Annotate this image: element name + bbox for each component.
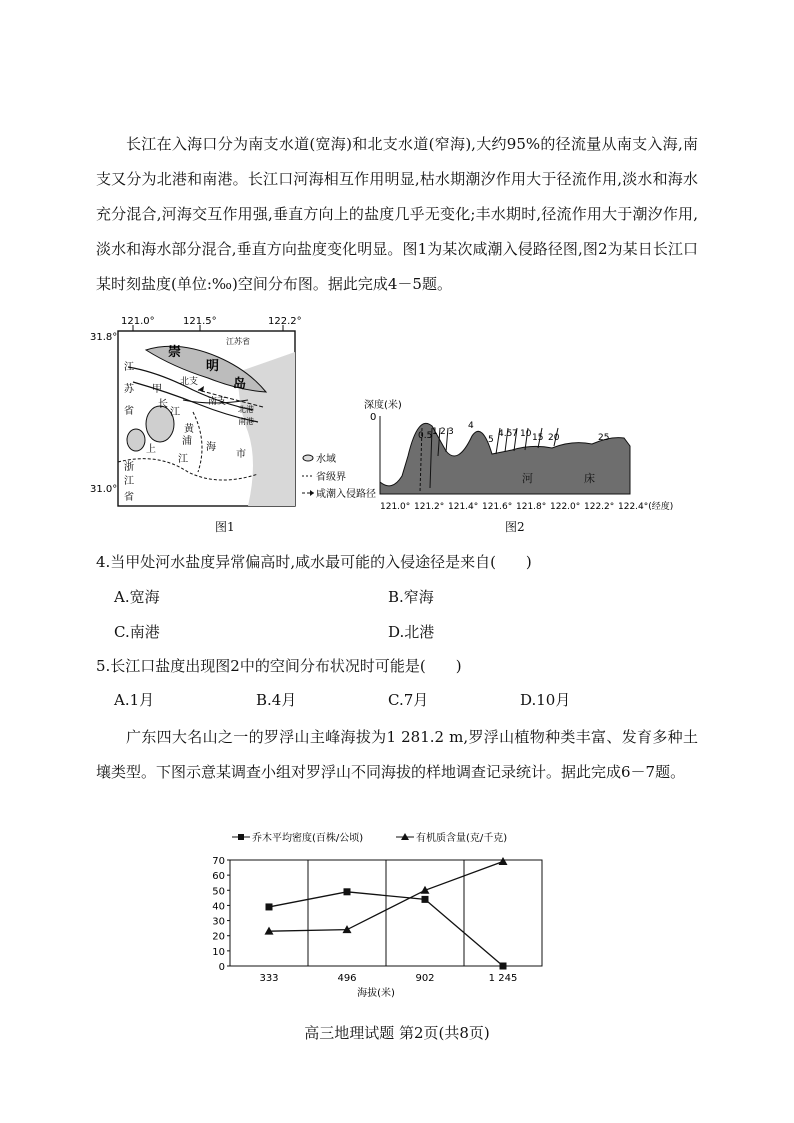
question-4-option-b[interactable]: B.窄海 (388, 588, 434, 606)
contour-label: 4.5 (498, 429, 513, 439)
place-label: 浙 (124, 462, 134, 473)
question-4-option-d[interactable]: D.北港 (388, 623, 435, 641)
place-label: 北支 (180, 377, 199, 387)
arrow-icon (198, 386, 204, 392)
province-boundary (118, 459, 258, 480)
legend-label-density: 乔木平均密度(百株/公顷) (252, 833, 364, 844)
lat-label: 31.0° (90, 484, 118, 495)
lon-label: 121.0° (121, 316, 155, 327)
place-label: 江苏省 (226, 337, 250, 346)
place-label: 北港 (238, 405, 254, 414)
place-label: 明 (206, 359, 220, 374)
contour-label: 3 (448, 427, 454, 437)
place-label: 江 (124, 362, 134, 373)
question-4-option-a[interactable]: A.宽海 (114, 588, 160, 606)
legend-square-marker (238, 834, 244, 840)
x-tick-label: 902 (415, 973, 435, 984)
bed-label: 河 (522, 472, 533, 485)
place-label: 江 (178, 454, 188, 465)
place-label: 浦 (182, 436, 192, 447)
x-tick-label: 1 245 (488, 973, 518, 984)
question-5-option-c[interactable]: C.7月 (388, 691, 429, 709)
question-4-stem: 4.当甲处河水盐度异常偏高时,咸水最可能的入侵途径是来自( ) (96, 553, 532, 571)
y-tick-label: 30 (212, 916, 225, 928)
question-5-option-d[interactable]: D.10月 (520, 691, 571, 709)
y-axis-zero: 0 (370, 412, 377, 423)
y-axis-label: 深度(米) (364, 400, 402, 411)
place-label: 南港 (238, 417, 254, 426)
x-tick: 122.4°(经度) (618, 502, 674, 512)
figure-1-caption: 图1 (215, 520, 235, 534)
altitude-line-chart (200, 828, 560, 1000)
contour-label: 5 (488, 435, 494, 445)
y-tick-label: 10 (212, 946, 225, 958)
place-label: 江 (170, 407, 180, 418)
place-label: 长 (158, 399, 168, 410)
data-point-square (344, 888, 351, 895)
intro-paragraph-2: 广东四大名山之一的罗浮山主峰海拔为1 281.2 m,罗浮山植物种类丰富、发育多种土壤类型。下图示意某调查小组对罗浮山不同海拔的样地调查记录统计。据此完成6－7题。 (96, 728, 698, 781)
contour-label: 2 (440, 427, 446, 437)
y-tick-label: 60 (212, 871, 225, 883)
place-label: 市 (236, 449, 246, 460)
x-tick: 121.0° (380, 502, 411, 512)
x-tick: 121.8° (516, 502, 547, 512)
arrow-icon (310, 490, 314, 496)
y-tick-label: 70 (212, 856, 225, 867)
intro-paragraph-1: 长江在入海口分为南支水道(宽海)和北支水道(窄海),大约95%的径流量从南支入海,南支又分为北港和南港。长江口河海相互作用明显,枯水期潮汐作用大于径流作用,淡水和海水充分混合,河海交互作用强,垂直方向上的盐度几乎无变化;丰水期时,径流作用大于潮汐作用,淡水和海水部分混合,垂直方向盐度变化明显。图1为某次咸潮入侵路径图,图2为某日长江口某时刻盐度(单位:‰)空间分布图。据此完成4－5题。 (96, 135, 698, 293)
contour-label: 25 (598, 433, 610, 443)
y-tick-label: 50 (212, 886, 225, 898)
place-label: 上 (146, 444, 156, 455)
question-5-option-a[interactable]: A.1月 (114, 691, 155, 709)
contour-label: 0.5 (418, 431, 433, 441)
question-4-option-c[interactable]: C.南港 (114, 623, 160, 641)
contour-label: 15 (532, 433, 544, 443)
data-point-square (266, 903, 273, 910)
place-label: 黄 (184, 424, 194, 435)
legend-label-organic: 有机质含量(克/千克) (416, 833, 508, 844)
data-point-square (422, 896, 429, 903)
legend-label: 水域 (316, 454, 336, 465)
data-point-square (500, 963, 507, 970)
bed-label: 床 (584, 472, 595, 485)
province-boundary (193, 412, 202, 472)
place-label: 江 (124, 476, 134, 487)
place-label: 岛 (233, 377, 247, 392)
page-footer: 高三地理试题 第2页(共8页) (304, 1024, 490, 1042)
chart-legend (232, 831, 507, 844)
place-label: 海 (206, 442, 216, 453)
contour-label: 1 (432, 427, 438, 437)
contour-label: 20 (548, 433, 560, 443)
x-tick: 121.6° (482, 502, 513, 512)
lake (127, 429, 145, 451)
legend-label: 省级界 (316, 472, 346, 483)
lon-label: 122.2° (268, 316, 302, 327)
place-label: 甲 (152, 384, 162, 395)
place-label: 省 (124, 492, 134, 503)
water-legend-icon (303, 455, 313, 461)
place-label: 苏 (124, 384, 134, 395)
y-tick-label: 0 (218, 962, 225, 973)
question-5-stem: 5.长江口盐度出现图2中的空间分布状况时可能是( ) (96, 657, 462, 675)
y-tick-label: 40 (212, 901, 225, 913)
figure-1-map (88, 312, 378, 517)
x-tick: 122.0° (550, 502, 581, 512)
figure-2-salinity-profile (362, 396, 692, 518)
contour-label: 7 (512, 429, 518, 439)
contour-label: 4 (468, 421, 474, 431)
x-tick-label: 333 (259, 973, 279, 984)
place-label: 崇 (168, 345, 182, 360)
data-point-triangle (499, 857, 508, 865)
legend-label: 咸潮入侵路径 (316, 489, 376, 500)
contour-label: 10 (520, 429, 532, 439)
x-tick: 121.2° (414, 502, 445, 512)
place-label: 省 (124, 406, 134, 417)
lon-label: 121.5° (183, 316, 217, 327)
place-label: 南支 (208, 397, 227, 407)
x-tick-label: 496 (337, 973, 357, 984)
x-tick: 122.2° (584, 502, 615, 512)
y-tick-label: 20 (212, 931, 225, 943)
x-axis-label: 海拔(米) (357, 988, 395, 999)
x-tick: 121.4° (448, 502, 479, 512)
question-5-option-b[interactable]: B.4月 (256, 691, 297, 709)
lat-label: 31.8° (90, 332, 118, 343)
figure-2-caption: 图2 (505, 520, 525, 534)
